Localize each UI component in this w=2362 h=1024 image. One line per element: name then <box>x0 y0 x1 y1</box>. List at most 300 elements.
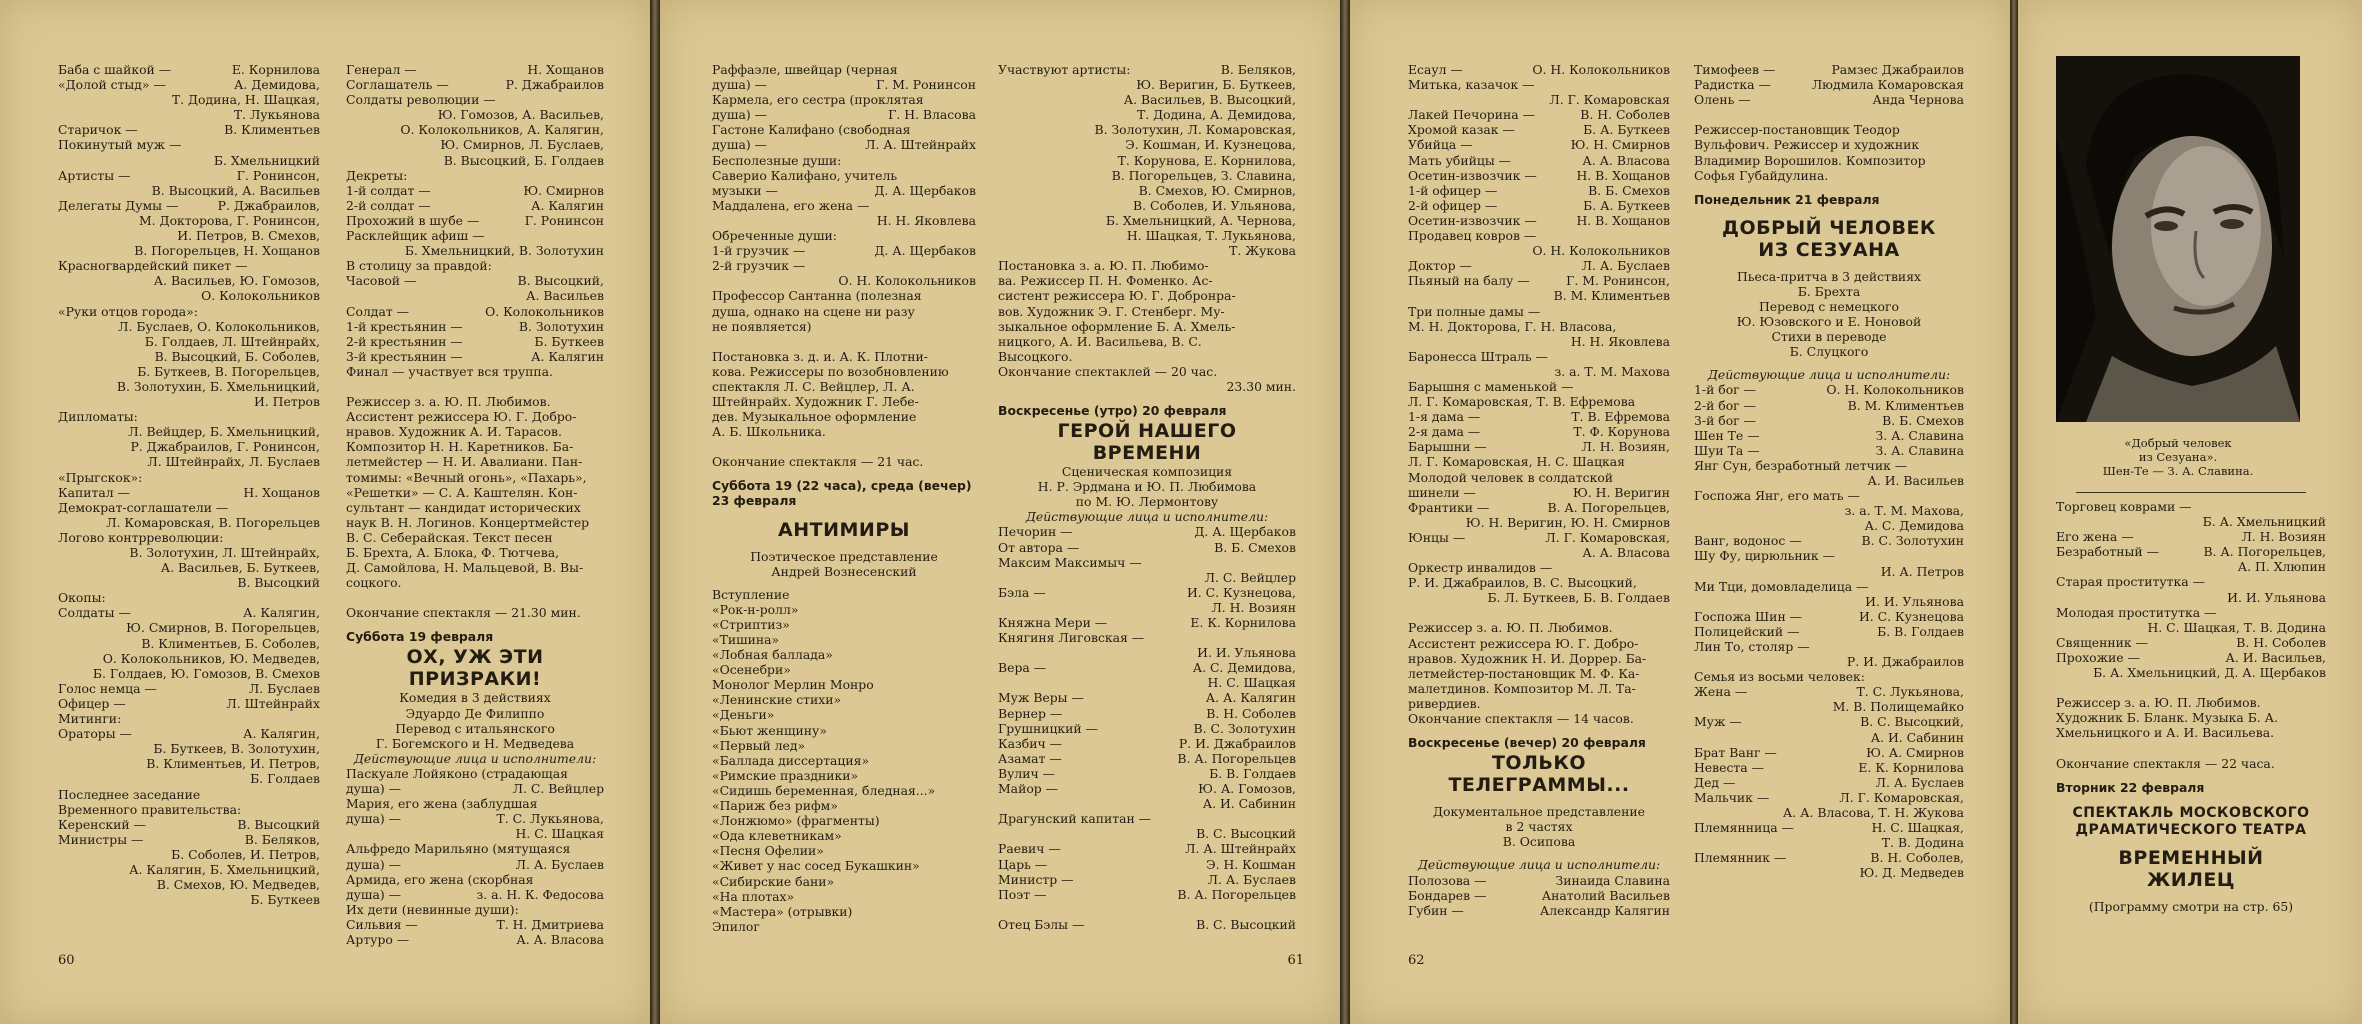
credit-line <box>712 439 976 454</box>
credit-line <box>2056 725 2326 740</box>
credit-line <box>58 590 320 605</box>
credit-line <box>1408 394 1670 409</box>
credit-performer: О. Колокольников <box>201 288 320 304</box>
credit-role: 1-й грузчик — <box>712 243 806 259</box>
credit-role: Маддалена, его жена — <box>712 197 870 213</box>
credit-line <box>712 319 976 334</box>
credit-performer: В. М. Климентьев <box>1553 288 1670 304</box>
credit-line <box>998 243 1296 258</box>
credit-line <box>1408 334 1670 349</box>
p63-program-note: (Программу смотри на стр. 65) <box>2088 898 2294 914</box>
credit-line <box>998 364 1296 379</box>
credit-line <box>1408 439 1670 454</box>
credit-role: 1-й солдат — <box>346 182 431 198</box>
credit-role: Шуи Та — <box>1694 442 1760 458</box>
credit-role: Бондарев — <box>1408 887 1487 903</box>
credit-line <box>712 753 976 768</box>
info-line: Комедия в 3 действиях <box>399 690 551 706</box>
credit-performer: В. Б. Смехов <box>1588 182 1670 198</box>
credit-performer: А. И. Васильев <box>1867 472 1964 488</box>
credit-line <box>1408 168 1670 183</box>
credit-line <box>346 62 604 77</box>
credit-performer: Л. Штейнрайх, Л. Буслаев <box>147 454 320 470</box>
credit-line <box>1408 590 1670 605</box>
credit-performer: Д. А. Щербаков <box>874 182 976 198</box>
credit-line <box>712 168 976 183</box>
credit-line <box>1694 533 1964 548</box>
credit-line <box>998 796 1296 811</box>
credit-line <box>712 617 976 632</box>
credit-line <box>58 258 320 273</box>
credit-line <box>712 62 976 77</box>
credit-role: наук В. Н. Логинов. Концертмейстер <box>346 514 590 530</box>
credit-performer: Л. Буслаев <box>248 680 320 696</box>
credit-role: душа) — <box>346 811 401 827</box>
info-line: Перевод с немецкого <box>1759 298 1899 314</box>
credit-line <box>998 690 1296 705</box>
credit-role: Хромой казак — <box>1408 122 1515 138</box>
info-line: Г. Богемского и Н. Медведева <box>375 735 575 751</box>
credit-line <box>1408 288 1670 303</box>
credit-performer: В. М. Климентьев <box>1847 397 1964 413</box>
credit-line <box>1694 382 1964 397</box>
credit-role: кова. Режиссеры по возобновлению <box>712 363 949 379</box>
info-line: В. Осипова <box>1502 834 1576 850</box>
credit-line <box>346 107 604 122</box>
credit-performer: Ю. Смирнов <box>523 182 604 198</box>
credit-performer: Л. Г. Комаровская, <box>1545 529 1670 545</box>
credit-role: томимы: «Вечный огонь», «Пахарь», <box>346 469 587 485</box>
credit-line <box>346 781 604 796</box>
credit-role: Солдат — <box>346 303 410 319</box>
credit-line <box>1694 730 1964 745</box>
credit-role: 2-й крестьянин — <box>346 333 463 349</box>
credit-role: Янг Сун, безработный летчик — <box>1694 457 1908 473</box>
credit-line <box>712 424 976 439</box>
credit-role: Часовой — <box>346 273 417 289</box>
credit-role: «Мастера» (отрывки) <box>712 903 853 919</box>
credit-role: «Стриптиз» <box>712 616 790 632</box>
credit-line <box>1408 620 1670 635</box>
credit-line <box>1408 873 1670 888</box>
credit-performer: з. а. Т. М. Махова, <box>1844 503 1964 519</box>
credit-line <box>1408 228 1670 243</box>
credit-role: душа) — <box>346 886 401 902</box>
credit-line <box>58 77 320 92</box>
credit-role: Азамат — <box>998 750 1062 766</box>
credit-line <box>346 349 604 364</box>
credit-performer: А. Калягин <box>531 197 604 213</box>
credit-line <box>1408 273 1670 288</box>
credit-performer: А. А. Власова <box>1582 545 1670 560</box>
credit-performer: В. А. Погорельцев <box>1177 886 1296 902</box>
credit-line <box>712 213 976 228</box>
credit-performer: В. С. Золотухин <box>1193 720 1296 736</box>
credit-line <box>1694 609 1964 624</box>
credit-role: 1-я дама — <box>1408 409 1481 425</box>
credit-line <box>712 228 976 243</box>
credit-performer: И. Петров, В. Смехов, <box>177 228 320 244</box>
credit-performer: Э. Н. Кошман <box>1206 856 1296 872</box>
info-line: Б. Слуцкого <box>1789 344 1869 360</box>
credit-line <box>58 832 320 847</box>
credit-role: «Песня Офелии» <box>712 843 824 859</box>
credit-line <box>712 92 976 107</box>
credit-role: Максим Максимыч — <box>998 554 1142 570</box>
credit-line <box>998 258 1296 273</box>
credit-line <box>998 379 1296 394</box>
credit-role: Демократ-соглашатели — <box>58 499 229 515</box>
credit-performer: В. А. Погорельцев, <box>1547 499 1670 515</box>
credit-line <box>998 122 1296 137</box>
credit-performer: А. А. Власова <box>516 931 604 947</box>
credit-line <box>2056 605 2326 620</box>
credit-role: Есаул — <box>1408 62 1463 77</box>
credit-role: Старичок — <box>58 122 138 138</box>
p63-theatre-title-line1: СПЕКТАКЛЬ МОСКОВСКОГО <box>2072 804 2310 821</box>
credit-performer: А. Калягин, <box>243 726 320 742</box>
credit-role: Р. И. Джабраилов, В. С. Высоцкий, <box>1408 575 1637 591</box>
p62-column-left <box>1408 62 1670 918</box>
p63-play-title-line1: ВРЕМЕННЫЙ <box>2118 846 2264 869</box>
credit-performer: Л. Г. Комаровская <box>1549 92 1670 108</box>
credit-role: «Руки отцов города»: <box>58 303 198 319</box>
credit-performer: Л. Г. Комаровская, <box>1839 789 1964 805</box>
credit-performer: Г. М. Ронинсон, <box>1566 273 1670 289</box>
p62-play3-title-line1: ТОЛЬКО <box>1491 752 1587 775</box>
credit-line <box>1694 137 1964 152</box>
credit-role: Осетин-извозчик — <box>1408 212 1537 228</box>
credit-line <box>346 273 604 288</box>
credit-role: Его жена — <box>2056 529 2134 545</box>
credit-performer: Людмила Комаровская <box>1811 77 1964 93</box>
credit-performer: А. Демидова, <box>234 77 320 93</box>
credit-role: Их дети (невинные души): <box>346 901 519 917</box>
credit-line <box>346 545 604 560</box>
credit-performer: Б. Голдаев, Л. Штейнрайх, <box>144 333 320 349</box>
credit-line <box>998 917 1296 932</box>
credit-line <box>346 77 604 92</box>
credit-role: Керенский — <box>58 816 146 832</box>
credit-line <box>58 560 320 575</box>
credit-line <box>712 107 976 122</box>
credit-line <box>1408 77 1670 92</box>
credit-line <box>1408 62 1670 77</box>
photo-caption <box>2056 436 2300 478</box>
credit-role: Племянница — <box>1694 820 1794 836</box>
p61-date-sunday: Воскресенье (утро) 20 февраля <box>998 403 1227 419</box>
credit-line <box>58 470 320 485</box>
credit-performer: В. Золотухин, Л. Штейнрайх, <box>129 545 320 560</box>
credit-line <box>998 334 1296 349</box>
credit-line <box>1408 409 1670 424</box>
credit-role: Эпилог <box>712 918 760 934</box>
credit-line <box>712 273 976 288</box>
p61-cast-antimiry <box>998 62 1296 394</box>
credit-performer: Т. Додина, Н. Шацкая, <box>171 92 320 108</box>
credit-line <box>1408 153 1670 168</box>
credit-line <box>712 122 976 137</box>
p61-play-title-line1: ГЕРОЙ НАШЕГО <box>1057 420 1237 443</box>
info-line: Эдуардо Де Филиппо <box>405 705 545 721</box>
credit-role: 2-й грузчик — <box>712 258 806 274</box>
credit-line <box>1694 458 1964 473</box>
credit-performer: И. Петров <box>253 394 320 410</box>
credit-line <box>346 137 604 152</box>
p63-play-title <box>2056 847 2326 891</box>
credit-role: 3-й бог — <box>1694 412 1757 428</box>
p61-date: Суббота 19 (22 часа), среда (вечер) <box>712 477 972 493</box>
credit-role: Д. Самойлова, Н. Мальцевой, В. Вы- <box>346 560 584 576</box>
credit-line <box>998 62 1296 77</box>
credit-role: Режиссер-постановщик Теодор <box>1694 122 1900 138</box>
credit-line <box>2056 710 2326 725</box>
credit-performer: Е. Корнилова <box>231 62 320 77</box>
credit-role: Шу Фу, цирюльник — <box>1694 548 1835 564</box>
credit-line <box>58 817 320 832</box>
credit-performer: Анда Чернова <box>1872 92 1964 108</box>
credit-line <box>1694 699 1964 714</box>
credit-line <box>1694 503 1964 518</box>
credit-line <box>712 183 976 198</box>
credit-line <box>1694 835 1964 850</box>
credit-line <box>58 168 320 183</box>
credit-role: «Ленинские стихи» <box>712 692 842 708</box>
p60-play-info <box>346 690 604 750</box>
credit-line <box>1694 579 1964 594</box>
credit-performer: А. Калягин, <box>243 605 320 621</box>
credit-role: Полозова — <box>1408 872 1487 888</box>
credit-line <box>1694 153 1964 168</box>
credit-performer: Ю. Смирнов, Л. Буслаев, <box>440 137 604 153</box>
credit-performer: А. Васильев, Ю. Гомозов, <box>153 273 320 289</box>
credit-line <box>58 726 320 741</box>
credit-line <box>2056 665 2326 680</box>
credit-line <box>712 602 976 617</box>
credit-role: Мария, его жена (заблудшая <box>346 796 538 812</box>
credit-line <box>58 243 320 258</box>
credit-line <box>712 409 976 424</box>
credit-role: В столицу за правдой: <box>346 258 492 274</box>
credit-role: «На плотах» <box>712 888 795 904</box>
credit-performer: З. А. Славина <box>1875 427 1964 443</box>
credit-performer: Н. Шацкая, Т. Лукьянова, <box>1126 228 1296 244</box>
credit-line <box>2056 544 2326 559</box>
credit-performer: А. С. Демидова, <box>1192 660 1296 676</box>
credit-line <box>998 675 1296 690</box>
credit-performer: Ю. А. Гомозов, <box>1198 781 1296 797</box>
credit-performer: Л. Н. Возиян <box>2241 529 2326 545</box>
page-number-62: 62 <box>1408 953 1425 968</box>
credit-performer: Б. А. Буткеев <box>1583 197 1670 213</box>
credit-role: Вульфович. Режиссер и художник <box>1694 137 1920 153</box>
credit-line <box>1408 636 1670 651</box>
credit-line <box>998 107 1296 122</box>
credit-performer: Б. Голдаев <box>250 771 320 787</box>
credit-role: «Живет у нас сосед Букашкин» <box>712 858 920 874</box>
credit-performer: А. С. Демидова <box>1864 518 1964 534</box>
credit-line <box>1408 213 1670 228</box>
credit-role: Артисты — <box>58 167 131 183</box>
credit-line <box>58 620 320 635</box>
credit-performer: В. Высоцкий, А. Васильев <box>151 182 320 198</box>
credit-performer: Ю. Д. Медведев <box>1859 865 1964 881</box>
credit-role: Ораторы — <box>58 726 132 742</box>
credit-line <box>712 738 976 753</box>
credit-performer: Т. Ф. Корунова <box>1573 424 1670 440</box>
credit-line <box>2056 695 2326 710</box>
credit-role: «Тишина» <box>712 632 780 647</box>
credit-performer: О. Н. Колокольников <box>1826 382 1964 398</box>
credit-line <box>1408 470 1670 485</box>
credit-line <box>1408 364 1670 379</box>
credit-line <box>1408 696 1670 711</box>
credit-line <box>712 258 976 273</box>
credit-role: Ванг, водонос — <box>1694 533 1802 549</box>
credit-role: душа) — <box>346 781 401 797</box>
credit-performer: Ю. Веригин, Б. Буткеев, <box>1136 77 1296 93</box>
credit-role: Барышня с маменькой — <box>1408 378 1574 394</box>
credit-performer: В. Б. Смехов <box>1882 412 1964 428</box>
p63-date-tuesday: Вторник 22 февраля <box>2056 779 2205 795</box>
credit-line <box>346 168 604 183</box>
credit-role: Высоцкого. <box>998 348 1073 364</box>
credit-line <box>346 334 604 349</box>
credit-role: Покинутый муж — <box>58 137 182 153</box>
credit-line <box>1408 666 1670 681</box>
credit-line <box>2056 529 2326 544</box>
credit-line <box>1694 594 1964 609</box>
credit-role: душа) — <box>346 856 401 872</box>
credit-performer: А. А. Калягин <box>1205 690 1296 706</box>
credit-line <box>712 288 976 303</box>
credit-line <box>58 198 320 213</box>
credit-line <box>712 828 976 843</box>
credit-role: Франтики — <box>1408 499 1490 515</box>
credit-line <box>346 288 604 303</box>
credit-performer: Ю. Смирнов, В. Погорельцев, <box>126 620 320 636</box>
credit-role: Софья Губайдулина. <box>1694 167 1829 183</box>
credit-performer: Н. С. Шацкая <box>1207 675 1296 691</box>
credit-role: «Осенебри» <box>712 662 791 678</box>
credit-line <box>58 288 320 303</box>
p62-play4-info <box>1694 269 1964 360</box>
credit-performer: Л. А. Буслаев <box>1875 774 1964 790</box>
credit-line <box>1694 473 1964 488</box>
credit-performer: Т. Жукова <box>1229 243 1296 259</box>
credit-line <box>712 137 976 152</box>
credit-performer: М. Докторова, Г. Ронинсон, <box>138 212 320 228</box>
credit-line <box>712 153 976 168</box>
p60-column-right <box>346 62 604 947</box>
credit-role: Постановка з. д. и. А. К. Плотни- <box>712 348 928 364</box>
p61-cast-hero <box>998 524 1296 932</box>
credit-line <box>998 857 1296 872</box>
credit-line <box>346 500 604 515</box>
credit-role: От автора — <box>998 539 1080 555</box>
credit-line <box>58 802 320 817</box>
credit-performer: Зинаида Славина <box>1555 872 1670 888</box>
credit-line <box>998 600 1296 615</box>
credit-line <box>58 485 320 500</box>
credit-performer: А. Васильев <box>526 288 604 304</box>
credit-role: Полицейский — <box>1694 623 1800 639</box>
credit-line <box>2056 590 2326 605</box>
credit-performer: Э. Кошман, И. Кузнецова, <box>1125 137 1296 153</box>
credit-role: «Деньги» <box>712 707 775 723</box>
credit-line <box>998 349 1296 364</box>
credit-line <box>58 711 320 726</box>
credit-line <box>1408 243 1670 258</box>
credit-line <box>998 213 1296 228</box>
credit-role: шинели — <box>1408 484 1476 500</box>
credit-line <box>1694 790 1964 805</box>
credit-role: Семья из восьми человек: <box>1694 669 1865 685</box>
credit-line <box>346 560 604 575</box>
photo-caption-line1: «Добрый человек <box>2124 436 2232 450</box>
credit-performer: Л. Комаровская, В. Погорельцев <box>106 514 320 530</box>
credit-performer: Н. С. Шацкая, Т. В. Додина <box>2147 619 2326 635</box>
credit-line <box>346 243 604 258</box>
credit-role: летмейстер-постановщик М. Ф. Ка- <box>1408 665 1640 681</box>
credit-line <box>712 304 976 319</box>
credit-line <box>346 470 604 485</box>
credit-line <box>712 243 976 258</box>
credit-line <box>58 107 320 122</box>
credit-role: Окопы: <box>58 590 106 606</box>
p61-play-info <box>712 549 976 579</box>
credit-line <box>712 77 976 92</box>
credit-role: «Прыгскок»: <box>58 469 143 485</box>
credit-performer: Ю. Гомозов, А. Васильев, <box>437 107 604 123</box>
credit-role: Убийца — <box>1408 137 1473 153</box>
credit-role: В. С. Себерайская. Текст песен <box>346 529 553 545</box>
credit-line <box>1408 575 1670 590</box>
credit-line <box>998 751 1296 766</box>
credit-line <box>346 485 604 500</box>
p61-play2-info <box>998 464 1296 509</box>
credit-role: Мать убийцы — <box>1408 152 1512 168</box>
credit-performer: В. С. Высоцкий, <box>1860 714 1964 730</box>
credit-performer: А. Калягин, Б. Хмельницкий, <box>129 861 320 877</box>
credit-line <box>2056 741 2326 756</box>
p63-column <box>2056 486 2326 914</box>
credit-performer: Б. Буткеев, В. Золотухин, <box>153 741 320 757</box>
credit-line <box>346 857 604 872</box>
credit-line <box>1408 485 1670 500</box>
credit-role: Саверио Калифано, учитель <box>712 167 898 183</box>
credit-line <box>1694 669 1964 684</box>
p61-play-title-hero <box>998 420 1296 464</box>
credit-performer: И. И. Ульянова <box>1865 593 1964 609</box>
credit-line <box>712 364 976 379</box>
credit-performer: з. а. Н. К. Федосова <box>476 886 604 902</box>
credit-line <box>1694 518 1964 533</box>
credit-role: Брат Ванг — <box>1694 744 1777 760</box>
credit-line <box>2056 680 2326 695</box>
credit-line <box>346 530 604 545</box>
credit-role: Раевич — <box>998 841 1061 857</box>
credit-performer: Т. Н. Дмитриева <box>496 916 604 932</box>
credit-performer: Н. С. Шацкая, <box>1871 820 1964 836</box>
credit-role: Лин То, столяр — <box>1694 639 1810 654</box>
credit-role: Капитал — <box>58 484 130 500</box>
credit-line <box>58 334 320 349</box>
credit-role: душа) — <box>712 107 767 123</box>
page-61 <box>660 0 1340 1024</box>
credit-line <box>1694 92 1964 107</box>
credit-role: Вступление <box>712 586 790 602</box>
